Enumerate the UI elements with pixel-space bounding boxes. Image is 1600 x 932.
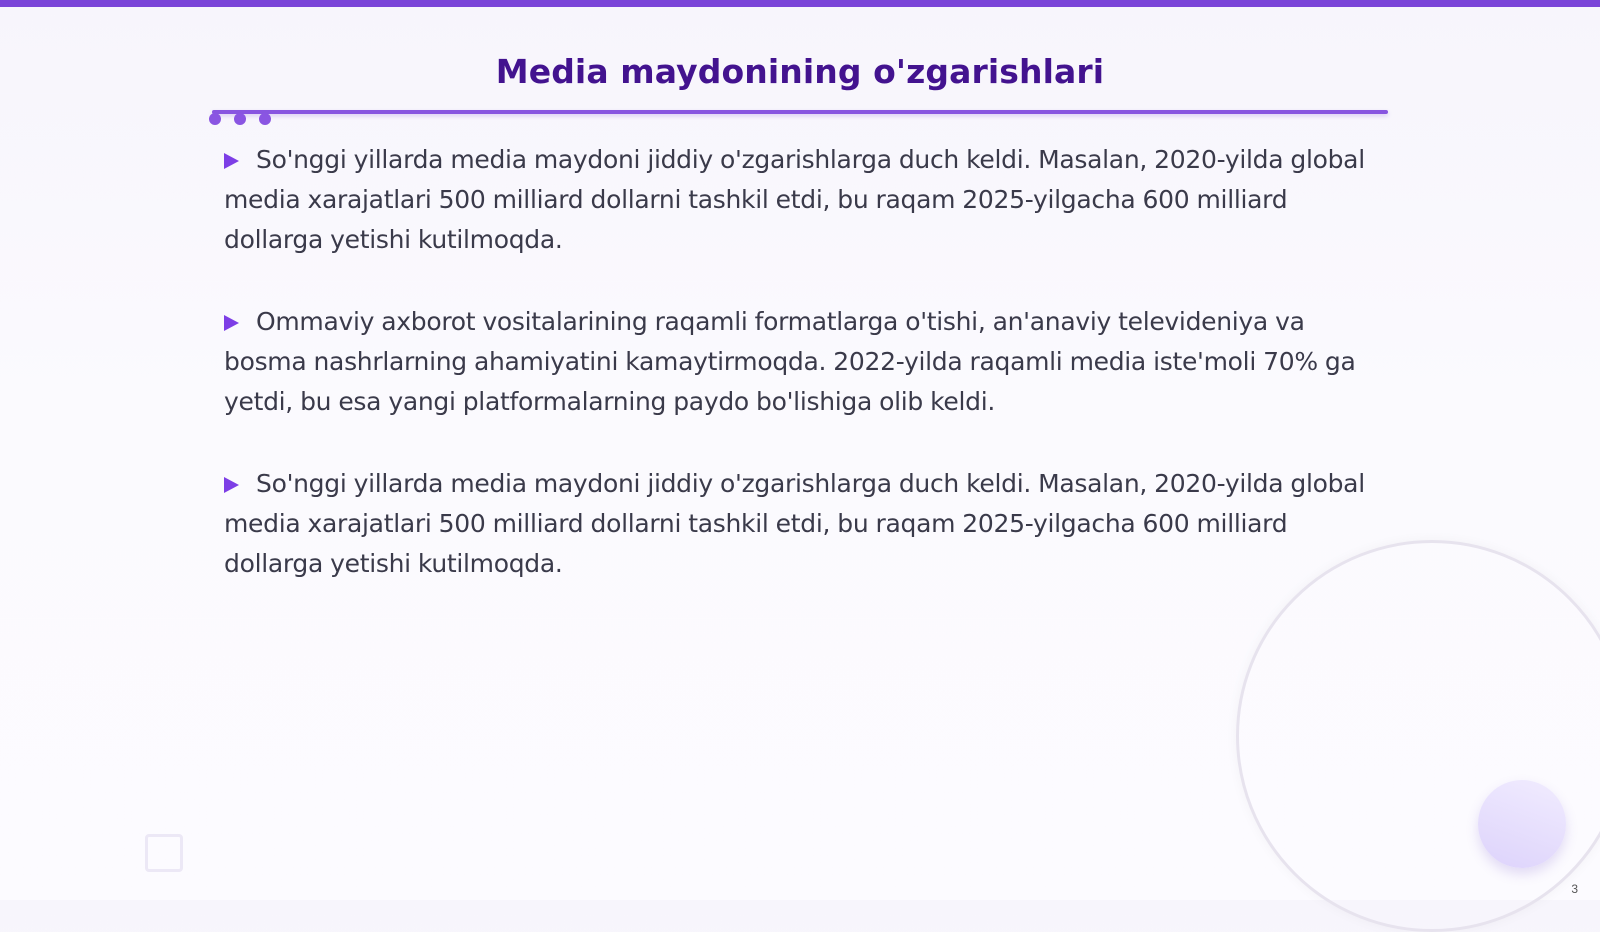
decorative-circle [1478, 780, 1566, 868]
bullet-text: So'nggi yillarda media maydoni jiddiy o'zgarishlarga duch keldi. Masalan, 2020-yilda global media xarajatlari 500 milliard dollarni tashkil etdi, bu raqam 2025-yilgacha 600 milliard dollarga yetishi kutilmoqda. [224, 469, 1365, 578]
bullet-text: So'nggi yillarda media maydoni jiddiy o'zgarishlarga duch keldi. Masalan, 2020-yilda global media xarajatlari 500 milliard dollarni tashkil etdi, bu raqam 2025-yilgacha 600 milliard dollarga yetishi kutilmoqda. [224, 145, 1365, 254]
bullet-item [224, 140, 1374, 260]
bullet-text: Ommaviy axborot vositalarining raqamli formatlarga o'tishi, an'anaviy televideniya va bosma nashrlarning ahamiyatini kamaytirmoqda. 2022-yilda raqamli media iste'moli 70% ga yetdi, bu esa yangi platformalarning paydo bo'lishiga olib keldi. [224, 307, 1356, 416]
decorative-dot [209, 113, 221, 125]
triangle-bullet-icon [224, 153, 239, 169]
bullet-item [224, 302, 1374, 422]
triangle-bullet-icon [224, 315, 239, 331]
page-number: 3 [1571, 882, 1578, 896]
top-accent-bar [0, 0, 1600, 7]
title-underline [212, 110, 1388, 114]
decorative-dot [234, 113, 246, 125]
bullet-list [224, 140, 1374, 626]
bullet-item [224, 464, 1374, 584]
decorative-square [145, 834, 183, 872]
slide-title: Media maydonining o'zgarishlari [495, 52, 1105, 91]
triangle-bullet-icon [224, 477, 239, 493]
decorative-ring [1236, 540, 1600, 932]
decorative-dot [259, 113, 271, 125]
